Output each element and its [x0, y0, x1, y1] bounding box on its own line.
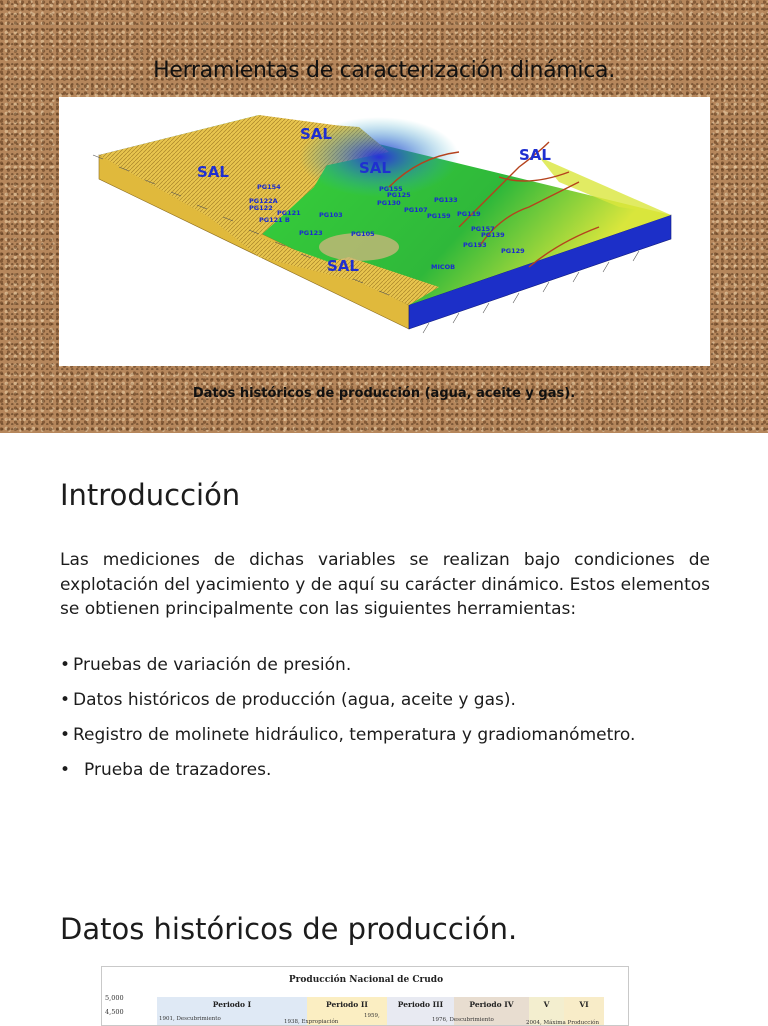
bullet-icon: •: [60, 690, 71, 710]
well-label: PG103: [319, 211, 343, 219]
sal-label: SAL: [327, 257, 359, 275]
intro-paragraph: Las mediciones de dichas variables se realizan bajo condiciones de explotación del yacimiento y de aquí su carácter dinámico. Estos elementos se obtienen principalmente con las siguientes herramientas:: [60, 550, 710, 619]
well-label: PG107: [404, 206, 428, 214]
well-label: PG153: [463, 241, 487, 249]
list-item-text: Datos históricos de producción (agua, aceite y gas).: [73, 690, 516, 710]
list-item-text: Pruebas de variación de presión.: [73, 655, 352, 675]
bullet-icon: •: [60, 655, 71, 675]
list-item: [60, 758, 720, 793]
event-annotation: 1901, Descubrimiento: [159, 1016, 221, 1022]
slide-title: Herramientas de caracterización dinámica.: [153, 58, 615, 83]
well-label: PG154: [257, 183, 281, 191]
list-item-text: Prueba de trazadores.: [84, 760, 272, 780]
well-label: PG125: [387, 191, 411, 199]
y-tick-label: 5,000: [105, 994, 124, 1002]
well-label: PG122: [249, 204, 273, 212]
event-annotation: 2004, Máxima Producción: [526, 1020, 599, 1026]
period-label: Periodo II: [326, 1000, 368, 1009]
period-label: V: [543, 1000, 550, 1009]
list-item: [60, 653, 720, 688]
intro-heading: Introducción: [60, 478, 241, 512]
reservoir-3d-map: [59, 97, 710, 366]
well-label: PG130: [377, 199, 401, 207]
sal-label: SAL: [519, 146, 551, 164]
well-label: PG133: [434, 196, 458, 204]
well-label: PG155: [379, 185, 403, 193]
production-heading: Datos históricos de producción.: [60, 912, 518, 946]
well-label: PG123: [299, 229, 323, 237]
production-chart: [101, 966, 629, 1026]
list-item-text: Registro de molinete hidráulico, temperatura y gradiomanómetro.: [73, 725, 636, 745]
well-label: PG105: [351, 230, 375, 238]
well-label: MICOB: [431, 263, 456, 271]
list-item: [60, 688, 720, 723]
sal-label: SAL: [359, 159, 391, 177]
well-label: PG157: [471, 225, 495, 233]
period-label: Periodo I: [212, 1000, 252, 1009]
well-label: PG129: [501, 247, 525, 255]
tools-list: [60, 653, 720, 793]
y-tick-label: 4,500: [105, 1008, 124, 1016]
well-label: PG119: [457, 210, 481, 218]
well-label: PG139: [481, 231, 505, 239]
sal-label: SAL: [300, 125, 332, 143]
period-label: Periodo IV: [469, 1000, 514, 1009]
event-annotation: 1938, Expropiación: [284, 1019, 339, 1025]
well-label: PG121 B: [259, 216, 290, 224]
period-label: VI: [579, 1000, 589, 1009]
map-caption: Datos históricos de producción (agua, aceite y gas).: [192, 386, 576, 401]
well-label: PG121: [277, 209, 301, 217]
well-label: PG159: [427, 212, 451, 220]
event-annotation: 1976, Descubrimiento: [432, 1017, 494, 1023]
reservoir-map-svg: [59, 97, 710, 366]
bullet-icon: •: [60, 760, 71, 780]
list-item: [60, 723, 720, 758]
period-label: Periodo III: [397, 1000, 444, 1009]
chart-title: Producción Nacional de Crudo: [288, 975, 444, 985]
well-label: PG122A: [249, 197, 278, 205]
sal-label: SAL: [197, 163, 229, 181]
event-annotation: 1959,: [364, 1013, 380, 1019]
slide-dynamic-tools: [0, 0, 768, 433]
bullet-icon: •: [60, 725, 71, 745]
